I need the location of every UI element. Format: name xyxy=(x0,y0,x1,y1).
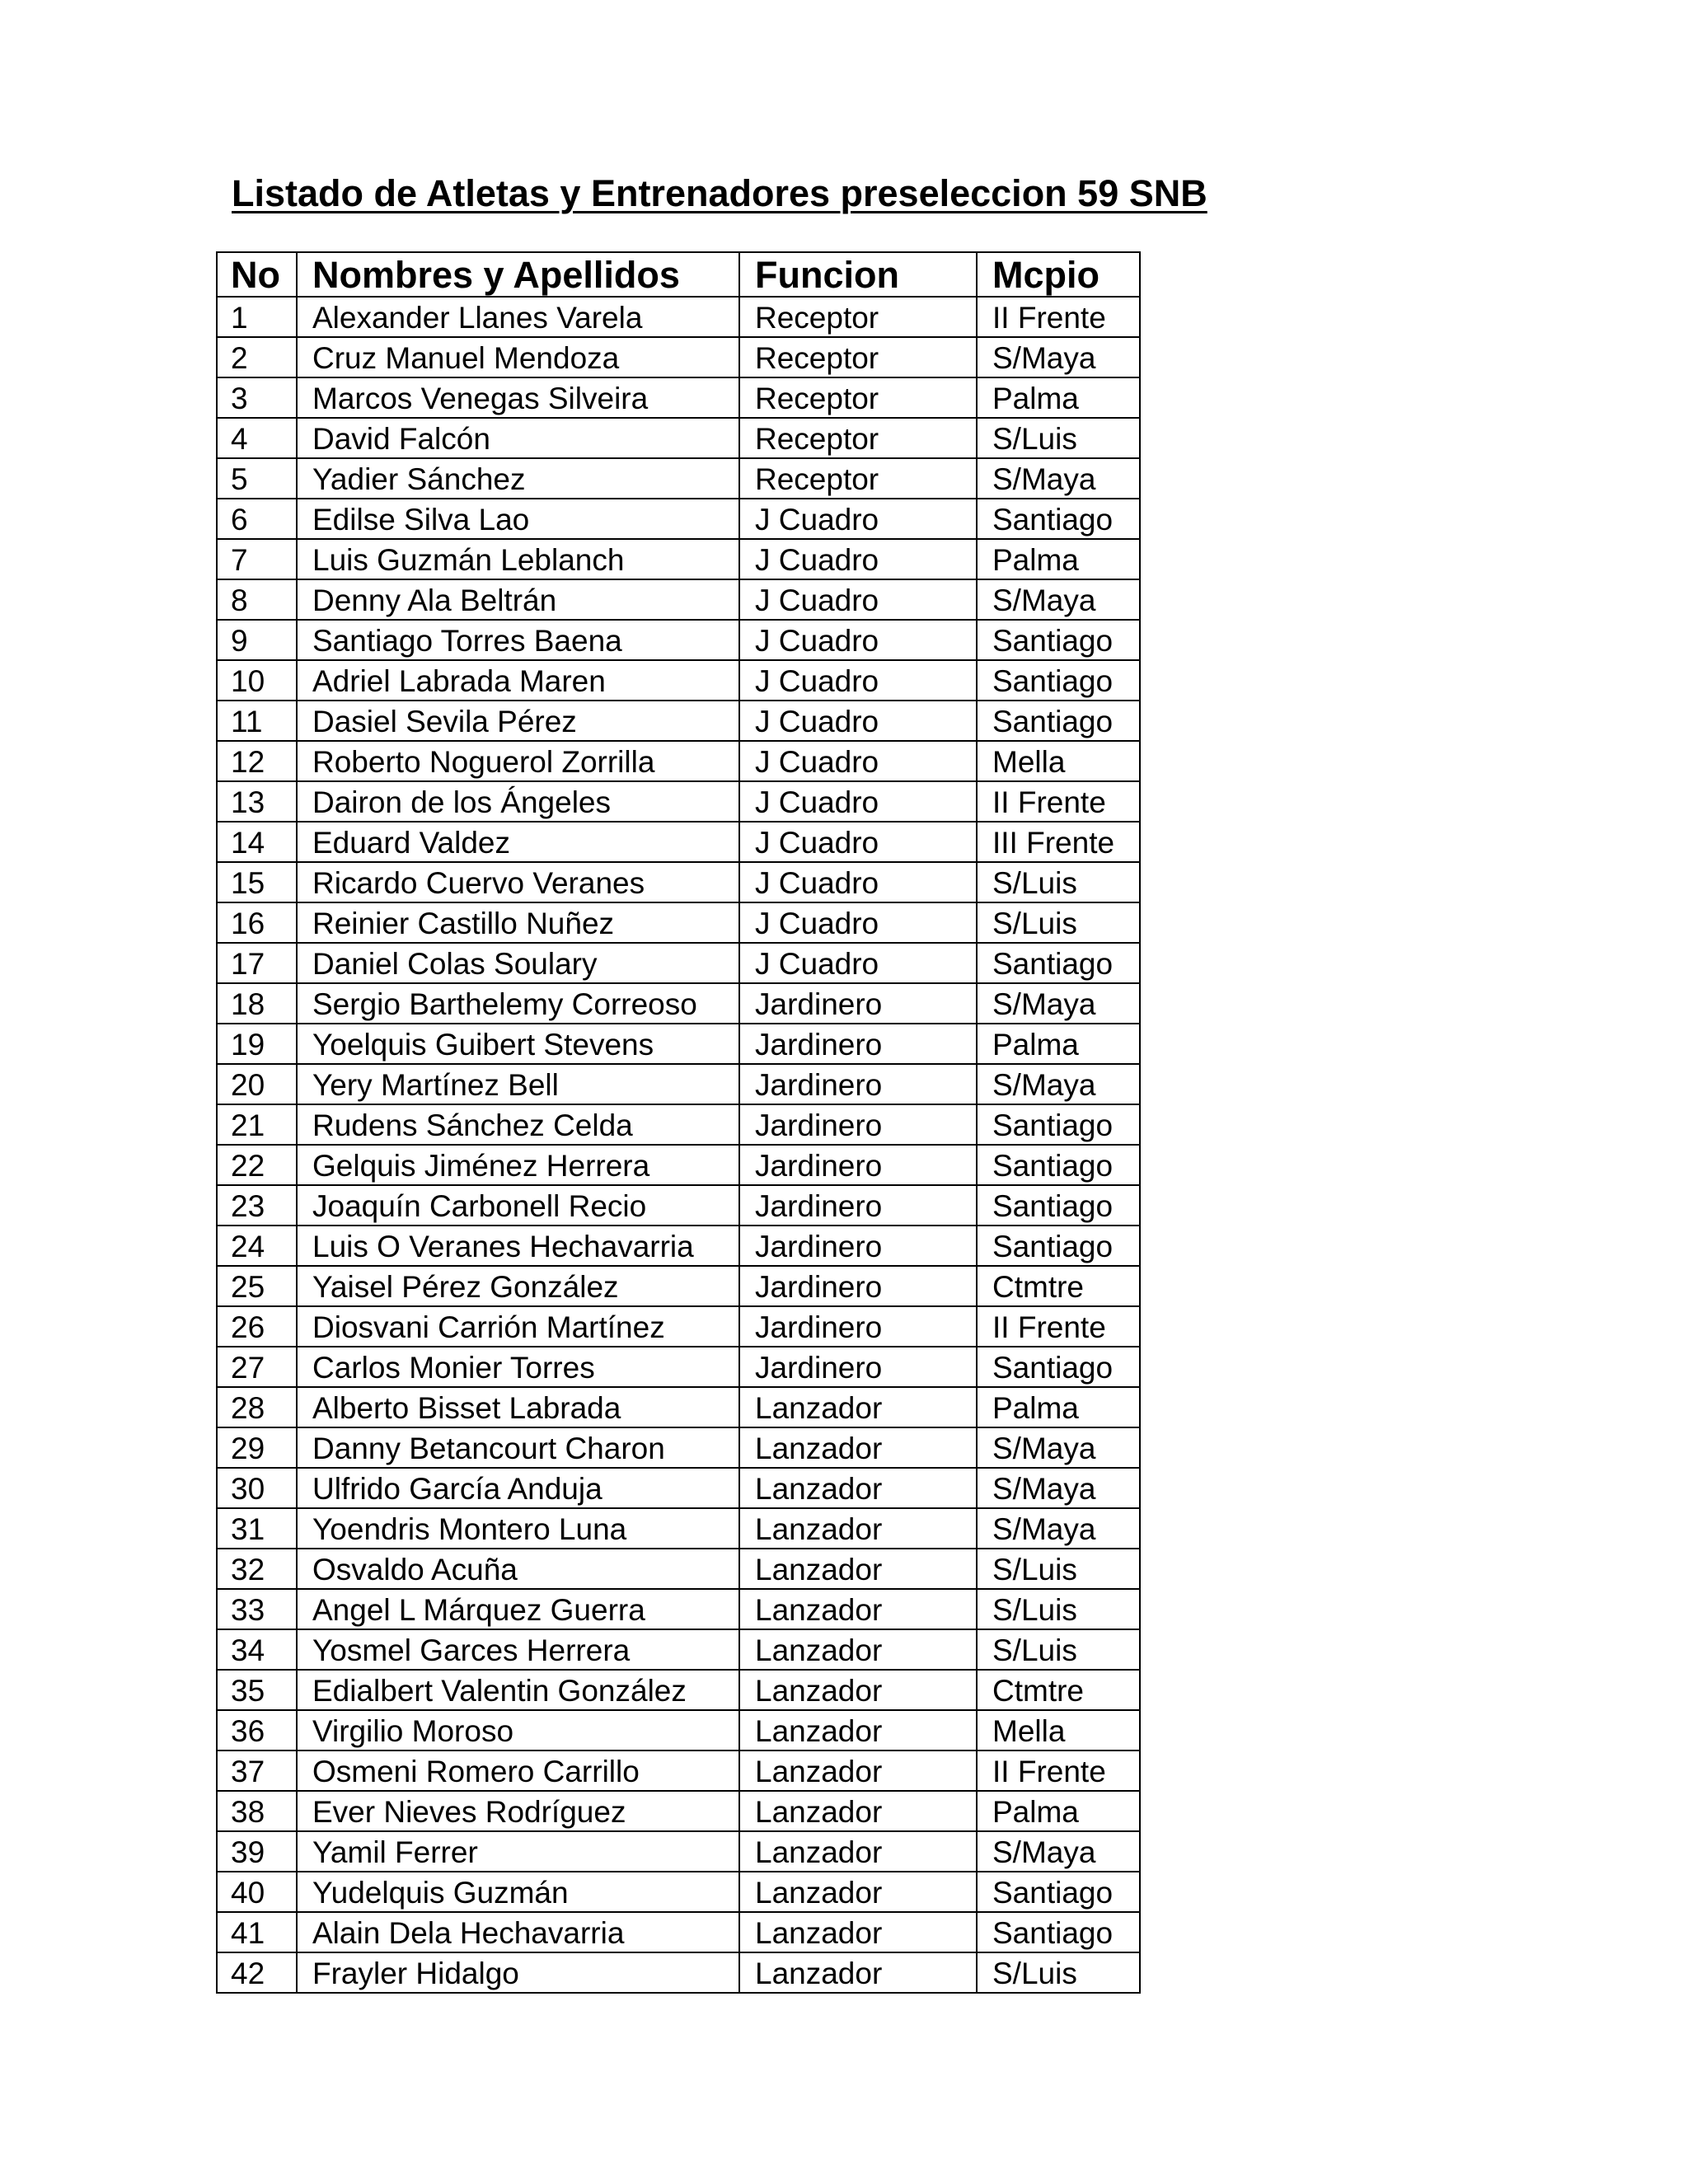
cell-municipality: S/Maya xyxy=(977,1427,1140,1468)
cell-role: J Cuadro xyxy=(739,902,977,943)
cell-no: 8 xyxy=(217,579,297,620)
cell-no: 10 xyxy=(217,660,297,701)
cell-municipality: S/Luis xyxy=(977,1952,1140,1993)
cell-name: Osvaldo Acuña xyxy=(297,1549,739,1589)
cell-role: J Cuadro xyxy=(739,781,977,822)
table-row xyxy=(217,539,1140,579)
cell-name: Reinier Castillo Nuñez xyxy=(297,902,739,943)
table-row xyxy=(217,1145,1140,1185)
cell-no: 40 xyxy=(217,1872,297,1912)
cell-name: Edilse Silva Lao xyxy=(297,499,739,539)
table-row xyxy=(217,1549,1140,1589)
cell-no: 37 xyxy=(217,1750,297,1791)
cell-no: 16 xyxy=(217,902,297,943)
table-row xyxy=(217,418,1140,458)
cell-role: Jardinero xyxy=(739,1226,977,1266)
cell-name: Danny Betancourt Charon xyxy=(297,1427,739,1468)
cell-no: 36 xyxy=(217,1710,297,1750)
cell-no: 39 xyxy=(217,1831,297,1872)
cell-role: Receptor xyxy=(739,297,977,337)
table-row xyxy=(217,1670,1140,1710)
table-row xyxy=(217,1629,1140,1670)
cell-municipality: Santiago xyxy=(977,1145,1140,1185)
cell-name: Yamil Ferrer xyxy=(297,1831,739,1872)
cell-municipality: Santiago xyxy=(977,701,1140,741)
table-row xyxy=(217,499,1140,539)
table-row xyxy=(217,337,1140,377)
table-row xyxy=(217,902,1140,943)
cell-role: Jardinero xyxy=(739,1185,977,1226)
cell-municipality: Palma xyxy=(977,1791,1140,1831)
cell-municipality: Santiago xyxy=(977,1185,1140,1226)
cell-role: Jardinero xyxy=(739,1064,977,1104)
table-row xyxy=(217,1710,1140,1750)
cell-role: Jardinero xyxy=(739,1266,977,1306)
cell-name: Carlos Monier Torres xyxy=(297,1347,739,1387)
cell-no: 30 xyxy=(217,1468,297,1508)
cell-no: 19 xyxy=(217,1024,297,1064)
cell-municipality: S/Luis xyxy=(977,1549,1140,1589)
cell-no: 15 xyxy=(217,862,297,902)
cell-no: 13 xyxy=(217,781,297,822)
cell-name: David Falcón xyxy=(297,418,739,458)
cell-role: Receptor xyxy=(739,337,977,377)
table-row xyxy=(217,1427,1140,1468)
cell-municipality: III Frente xyxy=(977,822,1140,862)
header-role: Funcion xyxy=(739,252,977,297)
cell-no: 21 xyxy=(217,1104,297,1145)
document-title: Listado de Atletas y Entrenadores preseleccion 59 SNB xyxy=(232,172,1207,214)
cell-name: Yoendris Montero Luna xyxy=(297,1508,739,1549)
table-row xyxy=(217,458,1140,499)
cell-municipality: Mella xyxy=(977,1710,1140,1750)
cell-municipality: S/Luis xyxy=(977,1589,1140,1629)
cell-role: Lanzador xyxy=(739,1750,977,1791)
cell-name: Yadier Sánchez xyxy=(297,458,739,499)
table-row xyxy=(217,1750,1140,1791)
cell-municipality: II Frente xyxy=(977,1306,1140,1347)
table-row xyxy=(217,1226,1140,1266)
cell-role: J Cuadro xyxy=(739,539,977,579)
cell-name: Ever Nieves Rodríguez xyxy=(297,1791,739,1831)
cell-role: Receptor xyxy=(739,377,977,418)
cell-role: Jardinero xyxy=(739,983,977,1024)
table-row xyxy=(217,862,1140,902)
cell-no: 34 xyxy=(217,1629,297,1670)
cell-no: 14 xyxy=(217,822,297,862)
cell-role: J Cuadro xyxy=(739,579,977,620)
cell-no: 41 xyxy=(217,1912,297,1952)
cell-no: 38 xyxy=(217,1791,297,1831)
cell-name: Frayler Hidalgo xyxy=(297,1952,739,1993)
cell-municipality: Ctmtre xyxy=(977,1670,1140,1710)
cell-no: 5 xyxy=(217,458,297,499)
table-row xyxy=(217,1831,1140,1872)
cell-municipality: II Frente xyxy=(977,781,1140,822)
table-row xyxy=(217,781,1140,822)
cell-role: Lanzador xyxy=(739,1831,977,1872)
cell-no: 22 xyxy=(217,1145,297,1185)
cell-name: Marcos Venegas Silveira xyxy=(297,377,739,418)
cell-role: J Cuadro xyxy=(739,943,977,983)
cell-no: 28 xyxy=(217,1387,297,1427)
cell-name: Joaquín Carbonell Recio xyxy=(297,1185,739,1226)
cell-role: Jardinero xyxy=(739,1347,977,1387)
cell-no: 3 xyxy=(217,377,297,418)
cell-no: 6 xyxy=(217,499,297,539)
cell-municipality: Santiago xyxy=(977,1912,1140,1952)
table-row xyxy=(217,1387,1140,1427)
cell-municipality: S/Maya xyxy=(977,1064,1140,1104)
cell-role: Lanzador xyxy=(739,1791,977,1831)
cell-name: Osmeni Romero Carrillo xyxy=(297,1750,739,1791)
table-row xyxy=(217,1266,1140,1306)
cell-role: Receptor xyxy=(739,458,977,499)
cell-no: 23 xyxy=(217,1185,297,1226)
cell-no: 17 xyxy=(217,943,297,983)
cell-role: Lanzador xyxy=(739,1427,977,1468)
cell-municipality: Santiago xyxy=(977,1347,1140,1387)
cell-no: 11 xyxy=(217,701,297,741)
table-row xyxy=(217,1952,1140,1993)
cell-role: Jardinero xyxy=(739,1024,977,1064)
cell-municipality: S/Maya xyxy=(977,1468,1140,1508)
table-body xyxy=(217,297,1140,1993)
cell-no: 32 xyxy=(217,1549,297,1589)
cell-municipality: S/Luis xyxy=(977,418,1140,458)
cell-municipality: S/Luis xyxy=(977,902,1140,943)
table-row xyxy=(217,1306,1140,1347)
cell-name: Luis O Veranes Hechavarria xyxy=(297,1226,739,1266)
cell-role: Lanzador xyxy=(739,1549,977,1589)
cell-no: 29 xyxy=(217,1427,297,1468)
cell-name: Ulfrido García Anduja xyxy=(297,1468,739,1508)
cell-municipality: Santiago xyxy=(977,1226,1140,1266)
cell-role: Lanzador xyxy=(739,1629,977,1670)
cell-no: 27 xyxy=(217,1347,297,1387)
table-row xyxy=(217,377,1140,418)
cell-municipality: Palma xyxy=(977,539,1140,579)
cell-name: Ricardo Cuervo Veranes xyxy=(297,862,739,902)
table-header-row xyxy=(217,252,1140,297)
cell-name: Virgilio Moroso xyxy=(297,1710,739,1750)
cell-role: Lanzador xyxy=(739,1912,977,1952)
cell-role: J Cuadro xyxy=(739,741,977,781)
table-row xyxy=(217,1347,1140,1387)
cell-municipality: Ctmtre xyxy=(977,1266,1140,1306)
table-row xyxy=(217,1064,1140,1104)
cell-no: 7 xyxy=(217,539,297,579)
cell-no: 33 xyxy=(217,1589,297,1629)
cell-name: Yaisel Pérez González xyxy=(297,1266,739,1306)
table-row xyxy=(217,297,1140,337)
cell-name: Alexander Llanes Varela xyxy=(297,297,739,337)
cell-name: Alain Dela Hechavarria xyxy=(297,1912,739,1952)
cell-role: Jardinero xyxy=(739,1145,977,1185)
cell-role: Lanzador xyxy=(739,1589,977,1629)
header-name: Nombres y Apellidos xyxy=(297,252,739,297)
cell-name: Denny Ala Beltrán xyxy=(297,579,739,620)
cell-municipality: S/Luis xyxy=(977,862,1140,902)
cell-role: Lanzador xyxy=(739,1508,977,1549)
cell-municipality: S/Maya xyxy=(977,1831,1140,1872)
cell-municipality: Santiago xyxy=(977,1872,1140,1912)
cell-no: 26 xyxy=(217,1306,297,1347)
table-row xyxy=(217,1589,1140,1629)
cell-no: 31 xyxy=(217,1508,297,1549)
cell-name: Diosvani Carrión Martínez xyxy=(297,1306,739,1347)
cell-municipality: S/Maya xyxy=(977,1508,1140,1549)
cell-role: J Cuadro xyxy=(739,660,977,701)
table-row xyxy=(217,983,1140,1024)
cell-municipality: Santiago xyxy=(977,499,1140,539)
table-row xyxy=(217,579,1140,620)
header-no: No xyxy=(217,252,297,297)
cell-role: Jardinero xyxy=(739,1104,977,1145)
table-row xyxy=(217,943,1140,983)
cell-municipality: Santiago xyxy=(977,620,1140,660)
cell-name: Dairon de los Ángeles xyxy=(297,781,739,822)
cell-name: Yoelquis Guibert Stevens xyxy=(297,1024,739,1064)
cell-role: J Cuadro xyxy=(739,701,977,741)
cell-role: J Cuadro xyxy=(739,499,977,539)
cell-role: Lanzador xyxy=(739,1952,977,1993)
table-row xyxy=(217,1468,1140,1508)
table-row xyxy=(217,1791,1140,1831)
cell-no: 1 xyxy=(217,297,297,337)
cell-municipality: Santiago xyxy=(977,1104,1140,1145)
cell-no: 35 xyxy=(217,1670,297,1710)
cell-municipality: Santiago xyxy=(977,943,1140,983)
cell-municipality: Palma xyxy=(977,1387,1140,1427)
table-row xyxy=(217,741,1140,781)
cell-name: Yosmel Garces Herrera xyxy=(297,1629,739,1670)
cell-no: 42 xyxy=(217,1952,297,1993)
table-row xyxy=(217,701,1140,741)
cell-name: Yery Martínez Bell xyxy=(297,1064,739,1104)
cell-municipality: S/Maya xyxy=(977,579,1140,620)
cell-name: Daniel Colas Soulary xyxy=(297,943,739,983)
cell-no: 9 xyxy=(217,620,297,660)
cell-name: Eduard Valdez xyxy=(297,822,739,862)
roster-table xyxy=(216,251,1141,1994)
cell-municipality: S/Maya xyxy=(977,458,1140,499)
cell-no: 20 xyxy=(217,1064,297,1104)
cell-no: 24 xyxy=(217,1226,297,1266)
cell-name: Yudelquis Guzmán xyxy=(297,1872,739,1912)
cell-role: Lanzador xyxy=(739,1670,977,1710)
cell-role: Lanzador xyxy=(739,1872,977,1912)
cell-no: 12 xyxy=(217,741,297,781)
cell-name: Gelquis Jiménez Herrera xyxy=(297,1145,739,1185)
table-row xyxy=(217,822,1140,862)
cell-role: Jardinero xyxy=(739,1306,977,1347)
cell-name: Rudens Sánchez Celda xyxy=(297,1104,739,1145)
cell-name: Roberto Noguerol Zorrilla xyxy=(297,741,739,781)
cell-municipality: II Frente xyxy=(977,1750,1140,1791)
cell-no: 4 xyxy=(217,418,297,458)
table-row xyxy=(217,1508,1140,1549)
table-row xyxy=(217,1104,1140,1145)
table-row xyxy=(217,620,1140,660)
cell-name: Alberto Bisset Labrada xyxy=(297,1387,739,1427)
cell-municipality: Palma xyxy=(977,377,1140,418)
cell-municipality: S/Maya xyxy=(977,983,1140,1024)
cell-municipality: II Frente xyxy=(977,297,1140,337)
table-row xyxy=(217,1872,1140,1912)
cell-no: 18 xyxy=(217,983,297,1024)
table-row xyxy=(217,660,1140,701)
cell-name: Luis Guzmán Leblanch xyxy=(297,539,739,579)
cell-role: Receptor xyxy=(739,418,977,458)
cell-name: Cruz Manuel Mendoza xyxy=(297,337,739,377)
cell-no: 2 xyxy=(217,337,297,377)
cell-role: Lanzador xyxy=(739,1468,977,1508)
cell-municipality: S/Maya xyxy=(977,337,1140,377)
cell-name: Angel L Márquez Guerra xyxy=(297,1589,739,1629)
header-municipality: Mcpio xyxy=(977,252,1140,297)
cell-municipality: Palma xyxy=(977,1024,1140,1064)
cell-name: Adriel Labrada Maren xyxy=(297,660,739,701)
table-row xyxy=(217,1024,1140,1064)
cell-role: J Cuadro xyxy=(739,822,977,862)
table-row xyxy=(217,1185,1140,1226)
cell-name: Edialbert Valentin González xyxy=(297,1670,739,1710)
cell-role: J Cuadro xyxy=(739,620,977,660)
cell-name: Sergio Barthelemy Correoso xyxy=(297,983,739,1024)
table-row xyxy=(217,1912,1140,1952)
cell-name: Dasiel Sevila Pérez xyxy=(297,701,739,741)
cell-municipality: S/Luis xyxy=(977,1629,1140,1670)
cell-no: 25 xyxy=(217,1266,297,1306)
cell-role: Lanzador xyxy=(739,1710,977,1750)
cell-municipality: Santiago xyxy=(977,660,1140,701)
cell-role: J Cuadro xyxy=(739,862,977,902)
cell-role: Lanzador xyxy=(739,1387,977,1427)
cell-municipality: Mella xyxy=(977,741,1140,781)
cell-name: Santiago Torres Baena xyxy=(297,620,739,660)
